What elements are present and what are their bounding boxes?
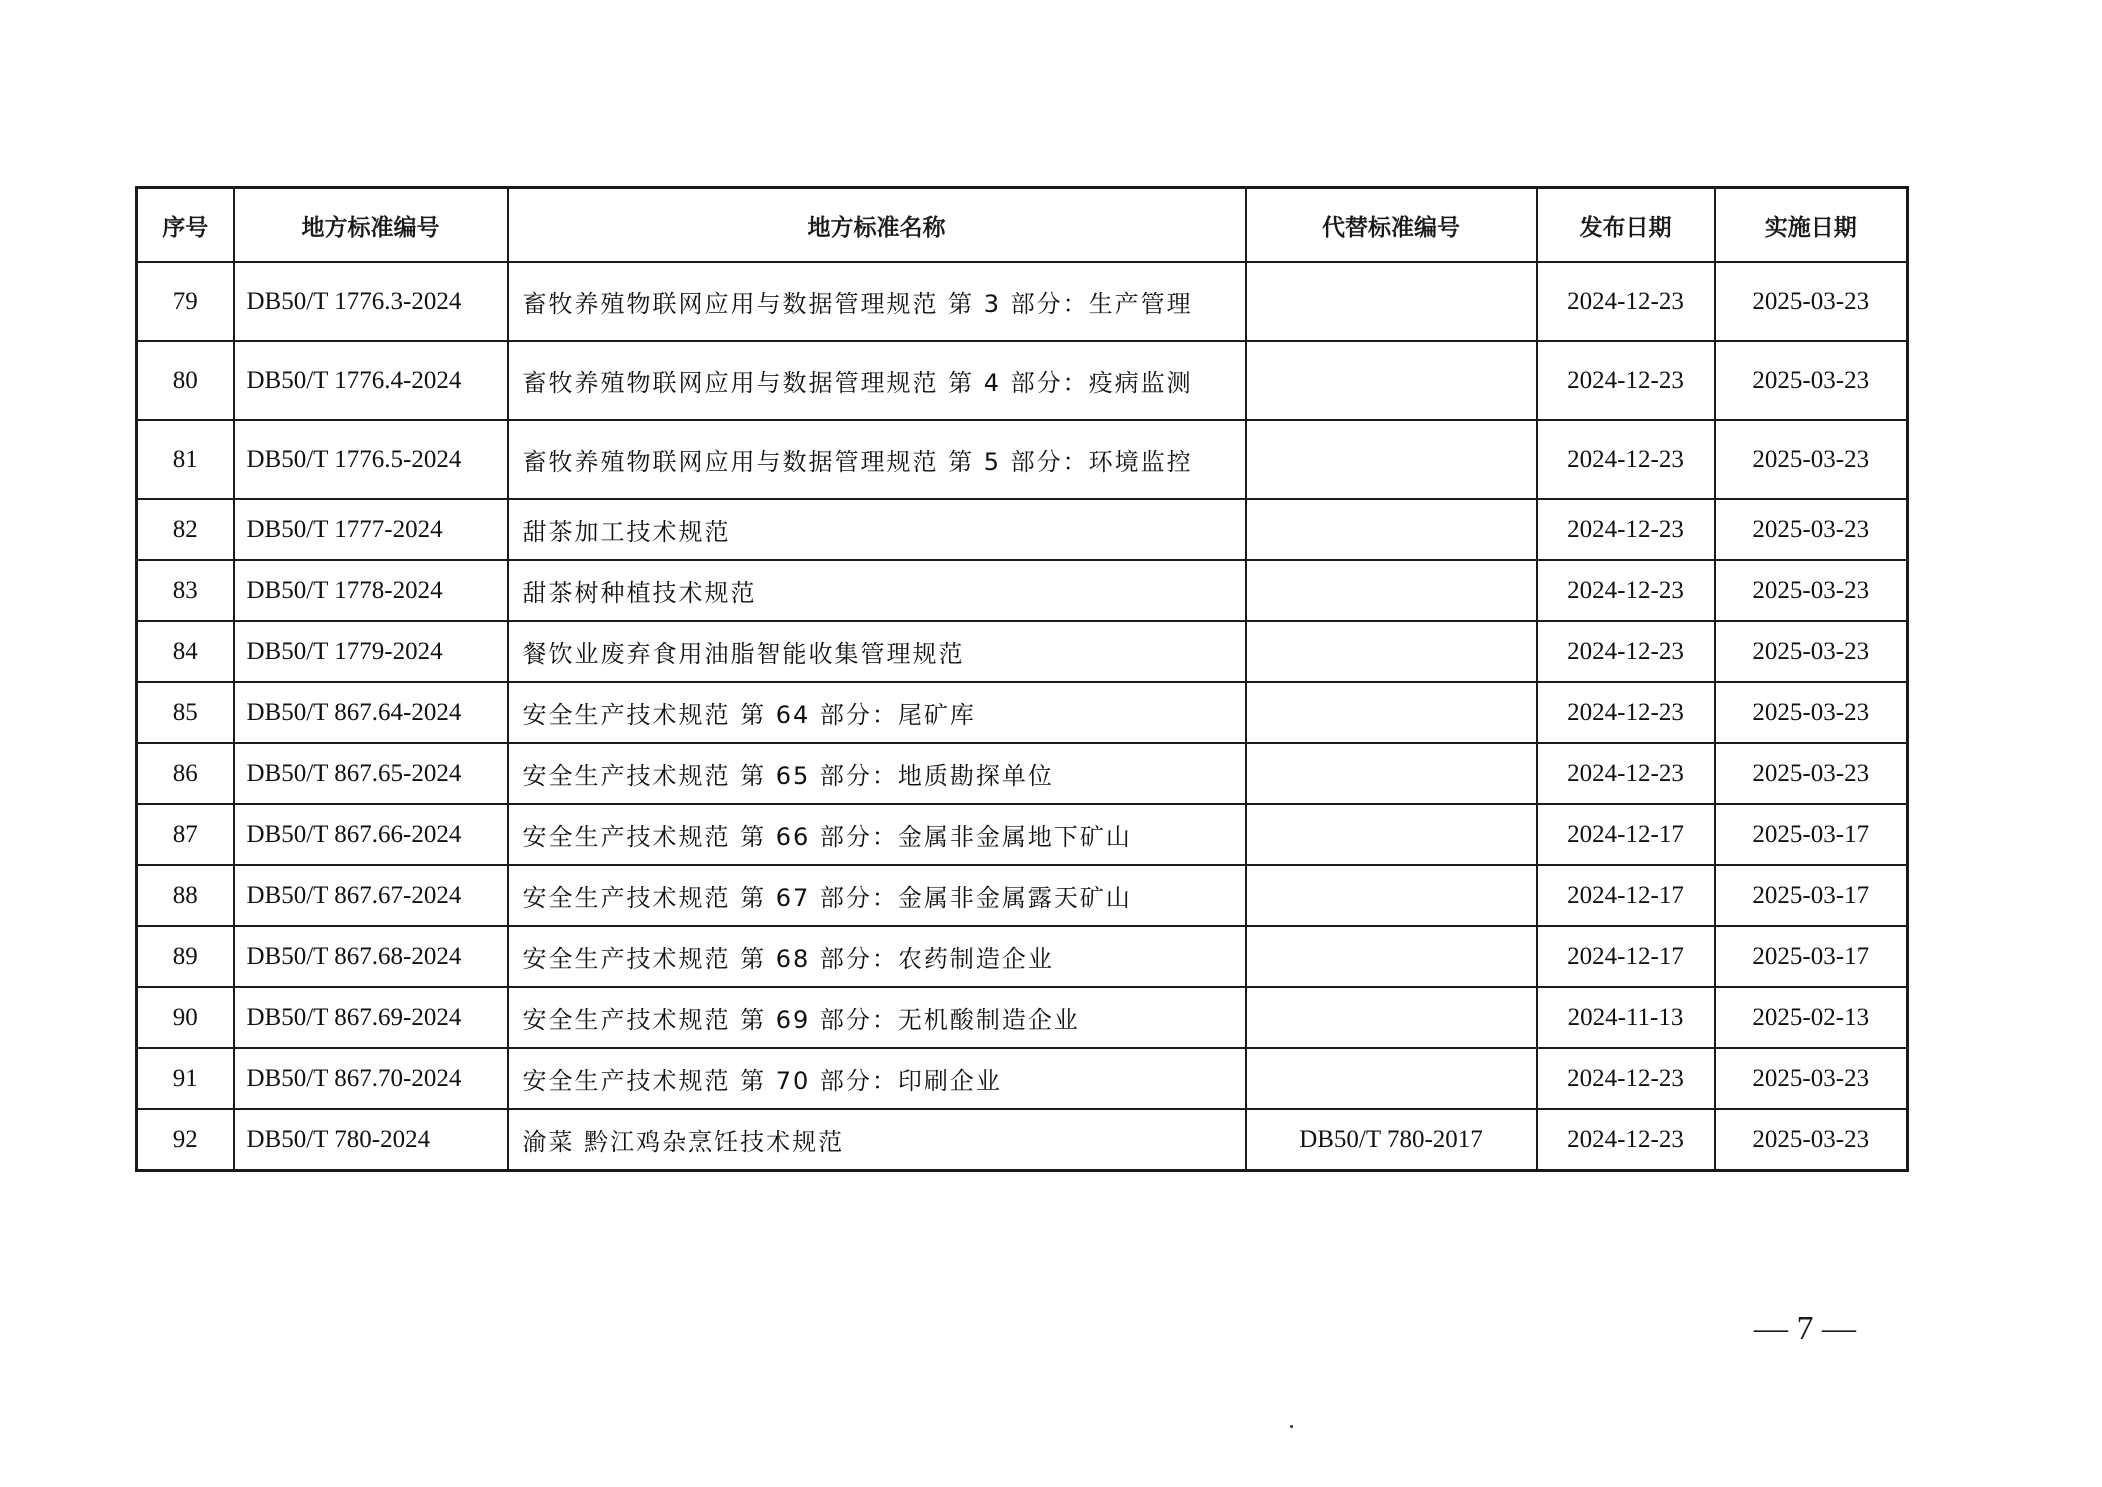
table-row <box>137 804 1908 865</box>
cell-replaced-code <box>1246 926 1537 987</box>
cell-effective-date: 2025-03-23 <box>1715 499 1908 560</box>
cell-seq: 79 <box>137 262 234 341</box>
table-row <box>137 621 1908 682</box>
cell-effective-date: 2025-03-23 <box>1715 1109 1908 1171</box>
table-row <box>137 865 1908 926</box>
cell-publish-date: 2024-12-23 <box>1537 420 1715 499</box>
header-publish-date: 发布日期 <box>1537 188 1715 263</box>
cell-standard-code: DB50/T 1776.3-2024 <box>234 262 508 341</box>
cell-standard-name: 安全生产技术规范 第 67 部分：金属非金属露天矿山 <box>508 865 1246 926</box>
cell-publish-date: 2024-12-23 <box>1537 560 1715 621</box>
cell-publish-date: 2024-12-17 <box>1537 926 1715 987</box>
cell-effective-date: 2025-03-23 <box>1715 262 1908 341</box>
cell-standard-code: DB50/T 1778-2024 <box>234 560 508 621</box>
cell-publish-date: 2024-12-17 <box>1537 865 1715 926</box>
cell-standard-name: 甜茶树种植技术规范 <box>508 560 1246 621</box>
cell-replaced-code <box>1246 804 1537 865</box>
cell-effective-date: 2025-03-23 <box>1715 420 1908 499</box>
cell-standard-code: DB50/T 867.70-2024 <box>234 1048 508 1109</box>
cell-seq: 91 <box>137 1048 234 1109</box>
cell-seq: 92 <box>137 1109 234 1171</box>
scan-speck <box>1290 1425 1293 1428</box>
cell-standard-name: 甜茶加工技术规范 <box>508 499 1246 560</box>
cell-effective-date: 2025-03-17 <box>1715 926 1908 987</box>
header-replaced-code: 代替标准编号 <box>1246 188 1537 263</box>
cell-standard-code: DB50/T 867.64-2024 <box>234 682 508 743</box>
cell-replaced-code <box>1246 560 1537 621</box>
cell-standard-name: 餐饮业废弃食用油脂智能收集管理规范 <box>508 621 1246 682</box>
header-standard-code: 地方标准编号 <box>234 188 508 263</box>
cell-standard-code: DB50/T 1776.4-2024 <box>234 341 508 420</box>
cell-effective-date: 2025-02-13 <box>1715 987 1908 1048</box>
cell-seq: 83 <box>137 560 234 621</box>
cell-publish-date: 2024-12-23 <box>1537 341 1715 420</box>
table-row <box>137 987 1908 1048</box>
cell-standard-name: 畜牧养殖物联网应用与数据管理规范 第 4 部分：疫病监测 <box>508 341 1246 420</box>
cell-standard-name: 畜牧养殖物联网应用与数据管理规范 第 5 部分：环境监控 <box>508 420 1246 499</box>
cell-seq: 81 <box>137 420 234 499</box>
cell-standard-name: 安全生产技术规范 第 68 部分：农药制造企业 <box>508 926 1246 987</box>
table-row <box>137 1109 1908 1171</box>
cell-seq: 88 <box>137 865 234 926</box>
cell-standard-code: DB50/T 1779-2024 <box>234 621 508 682</box>
cell-publish-date: 2024-11-13 <box>1537 987 1715 1048</box>
cell-replaced-code <box>1246 621 1537 682</box>
cell-standard-name: 安全生产技术规范 第 65 部分：地质勘探单位 <box>508 743 1246 804</box>
cell-standard-name: 畜牧养殖物联网应用与数据管理规范 第 3 部分：生产管理 <box>508 262 1246 341</box>
table-header-row <box>137 188 1908 263</box>
cell-standard-code: DB50/T 867.66-2024 <box>234 804 508 865</box>
cell-standard-code: DB50/T 867.65-2024 <box>234 743 508 804</box>
cell-seq: 82 <box>137 499 234 560</box>
cell-seq: 80 <box>137 341 234 420</box>
cell-standard-code: DB50/T 867.68-2024 <box>234 926 508 987</box>
cell-replaced-code <box>1246 420 1537 499</box>
cell-seq: 89 <box>137 926 234 987</box>
cell-standard-name: 安全生产技术规范 第 69 部分：无机酸制造企业 <box>508 987 1246 1048</box>
cell-replaced-code: DB50/T 780-2017 <box>1246 1109 1537 1171</box>
table-row <box>137 499 1908 560</box>
cell-seq: 86 <box>137 743 234 804</box>
standards-table <box>135 186 1909 1172</box>
page-number: — 7 — <box>1754 1310 1856 1347</box>
table-row <box>137 262 1908 341</box>
cell-standard-code: DB50/T 867.67-2024 <box>234 865 508 926</box>
cell-effective-date: 2025-03-17 <box>1715 804 1908 865</box>
cell-effective-date: 2025-03-23 <box>1715 682 1908 743</box>
cell-seq: 90 <box>137 987 234 1048</box>
cell-publish-date: 2024-12-23 <box>1537 1048 1715 1109</box>
cell-replaced-code <box>1246 262 1537 341</box>
cell-replaced-code <box>1246 743 1537 804</box>
table-row <box>137 1048 1908 1109</box>
cell-standard-name: 安全生产技术规范 第 64 部分：尾矿库 <box>508 682 1246 743</box>
cell-publish-date: 2024-12-23 <box>1537 621 1715 682</box>
cell-replaced-code <box>1246 341 1537 420</box>
table-row <box>137 682 1908 743</box>
cell-standard-name: 渝菜 黔江鸡杂烹饪技术规范 <box>508 1109 1246 1171</box>
cell-effective-date: 2025-03-23 <box>1715 560 1908 621</box>
cell-effective-date: 2025-03-23 <box>1715 1048 1908 1109</box>
cell-publish-date: 2024-12-23 <box>1537 499 1715 560</box>
cell-publish-date: 2024-12-23 <box>1537 1109 1715 1171</box>
cell-standard-code: DB50/T 1777-2024 <box>234 499 508 560</box>
cell-seq: 87 <box>137 804 234 865</box>
header-standard-name: 地方标准名称 <box>508 188 1246 263</box>
cell-standard-code: DB50/T 780-2024 <box>234 1109 508 1171</box>
cell-standard-name: 安全生产技术规范 第 66 部分：金属非金属地下矿山 <box>508 804 1246 865</box>
table-row <box>137 743 1908 804</box>
cell-replaced-code <box>1246 499 1537 560</box>
cell-replaced-code <box>1246 1048 1537 1109</box>
cell-seq: 85 <box>137 682 234 743</box>
cell-effective-date: 2025-03-17 <box>1715 865 1908 926</box>
table-row <box>137 560 1908 621</box>
cell-effective-date: 2025-03-23 <box>1715 341 1908 420</box>
cell-effective-date: 2025-03-23 <box>1715 743 1908 804</box>
cell-standard-code: DB50/T 867.69-2024 <box>234 987 508 1048</box>
cell-standard-name: 安全生产技术规范 第 70 部分：印刷企业 <box>508 1048 1246 1109</box>
cell-effective-date: 2025-03-23 <box>1715 621 1908 682</box>
table-row <box>137 341 1908 420</box>
header-seq: 序号 <box>137 188 234 263</box>
cell-standard-code: DB50/T 1776.5-2024 <box>234 420 508 499</box>
cell-publish-date: 2024-12-17 <box>1537 804 1715 865</box>
cell-publish-date: 2024-12-23 <box>1537 743 1715 804</box>
cell-publish-date: 2024-12-23 <box>1537 262 1715 341</box>
cell-seq: 84 <box>137 621 234 682</box>
header-effective-date: 实施日期 <box>1715 188 1908 263</box>
table-row <box>137 420 1908 499</box>
cell-replaced-code <box>1246 987 1537 1048</box>
cell-replaced-code <box>1246 682 1537 743</box>
table-row <box>137 926 1908 987</box>
cell-publish-date: 2024-12-23 <box>1537 682 1715 743</box>
cell-replaced-code <box>1246 865 1537 926</box>
